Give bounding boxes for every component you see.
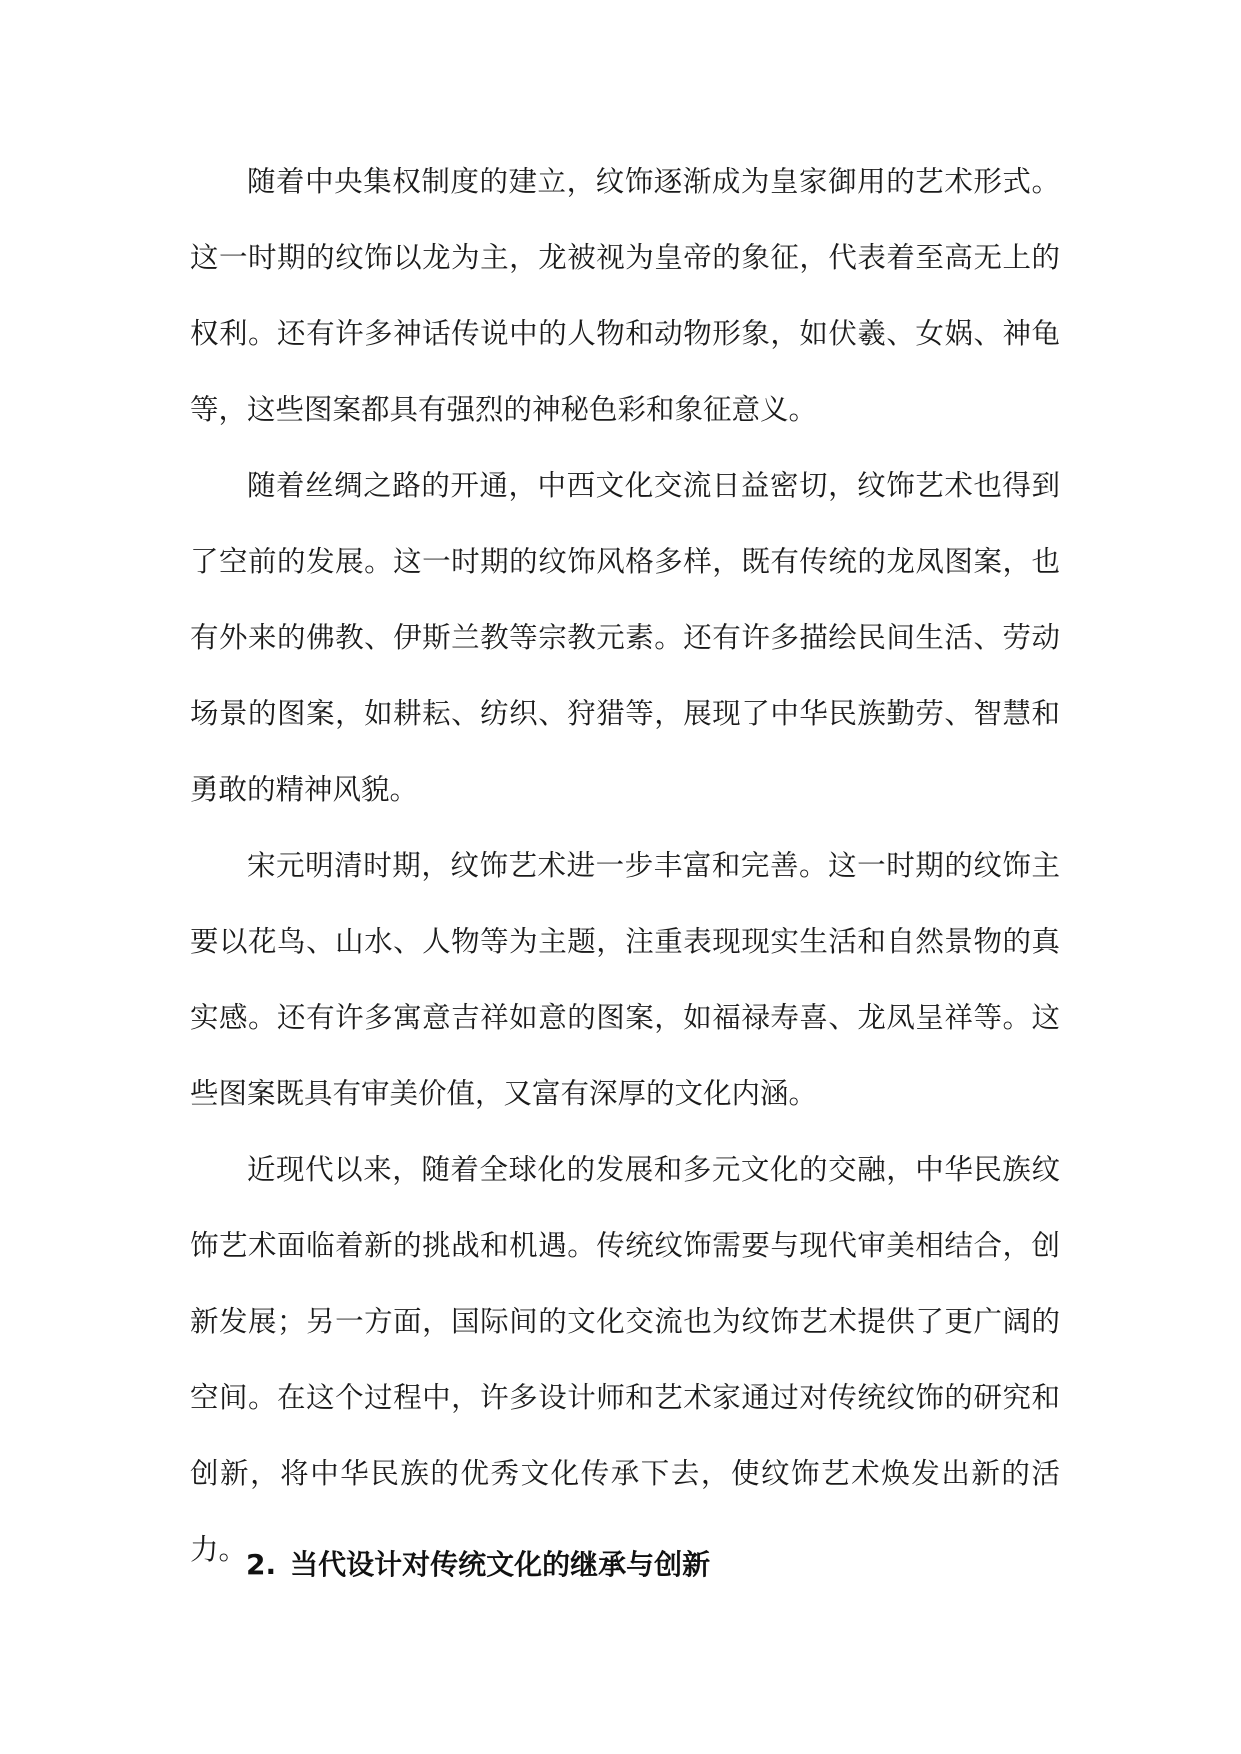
- section-heading: [246, 1540, 1066, 1590]
- body-text: [190, 144, 1060, 1588]
- section-number: 2.: [246, 1548, 277, 1581]
- paragraph-1: 随着中央集权制度的建立，纹饰逐渐成为皇家御用的艺术形式。这一时期的纹饰以龙为主，龙被视为皇帝的象征，代表着至高无上的权利。还有许多神话传说中的人物和动物形象，如伏羲、女娲、神龟等，这些图案都具有强烈的神秘色彩和象征意义。: [190, 165, 1060, 426]
- paragraph-3: 宋元明清时期，纹饰艺术进一步丰富和完善。这一时期的纹饰主要以花鸟、山水、人物等为主题，注重表现现实生活和自然景物的真实感。还有许多寓意吉祥如意的图案，如福禄寿喜、龙凤呈祥等。这些图案既具有审美价值，又富有深厚的文化内涵。: [190, 849, 1060, 1110]
- paragraph-2: 随着丝绸之路的开通，中西文化交流日益密切，纹饰艺术也得到了空前的发展。这一时期的纹饰风格多样，既有传统的龙凤图案，也有外来的佛教、伊斯兰教等宗教元素。还有许多描绘民间生活、劳动场景的图案，如耕耘、纺织、狩猎等，展现了中华民族勤劳、智慧和勇敢的精神风貌。: [190, 469, 1060, 806]
- paragraph-4: 近现代以来，随着全球化的发展和多元文化的交融，中华民族纹饰艺术面临着新的挑战和机遇。传统纹饰需要与现代审美相结合，创新发展；另一方面，国际间的文化交流也为纹饰艺术提供了更广阔的空间。在这个过程中，许多设计师和艺术家通过对传统纹饰的研究和创新，将中华民族的优秀文化传承下去，使纹饰艺术焕发出新的活力。: [190, 1153, 1060, 1566]
- section-title: 当代设计对传统文化的继承与创新: [290, 1548, 711, 1581]
